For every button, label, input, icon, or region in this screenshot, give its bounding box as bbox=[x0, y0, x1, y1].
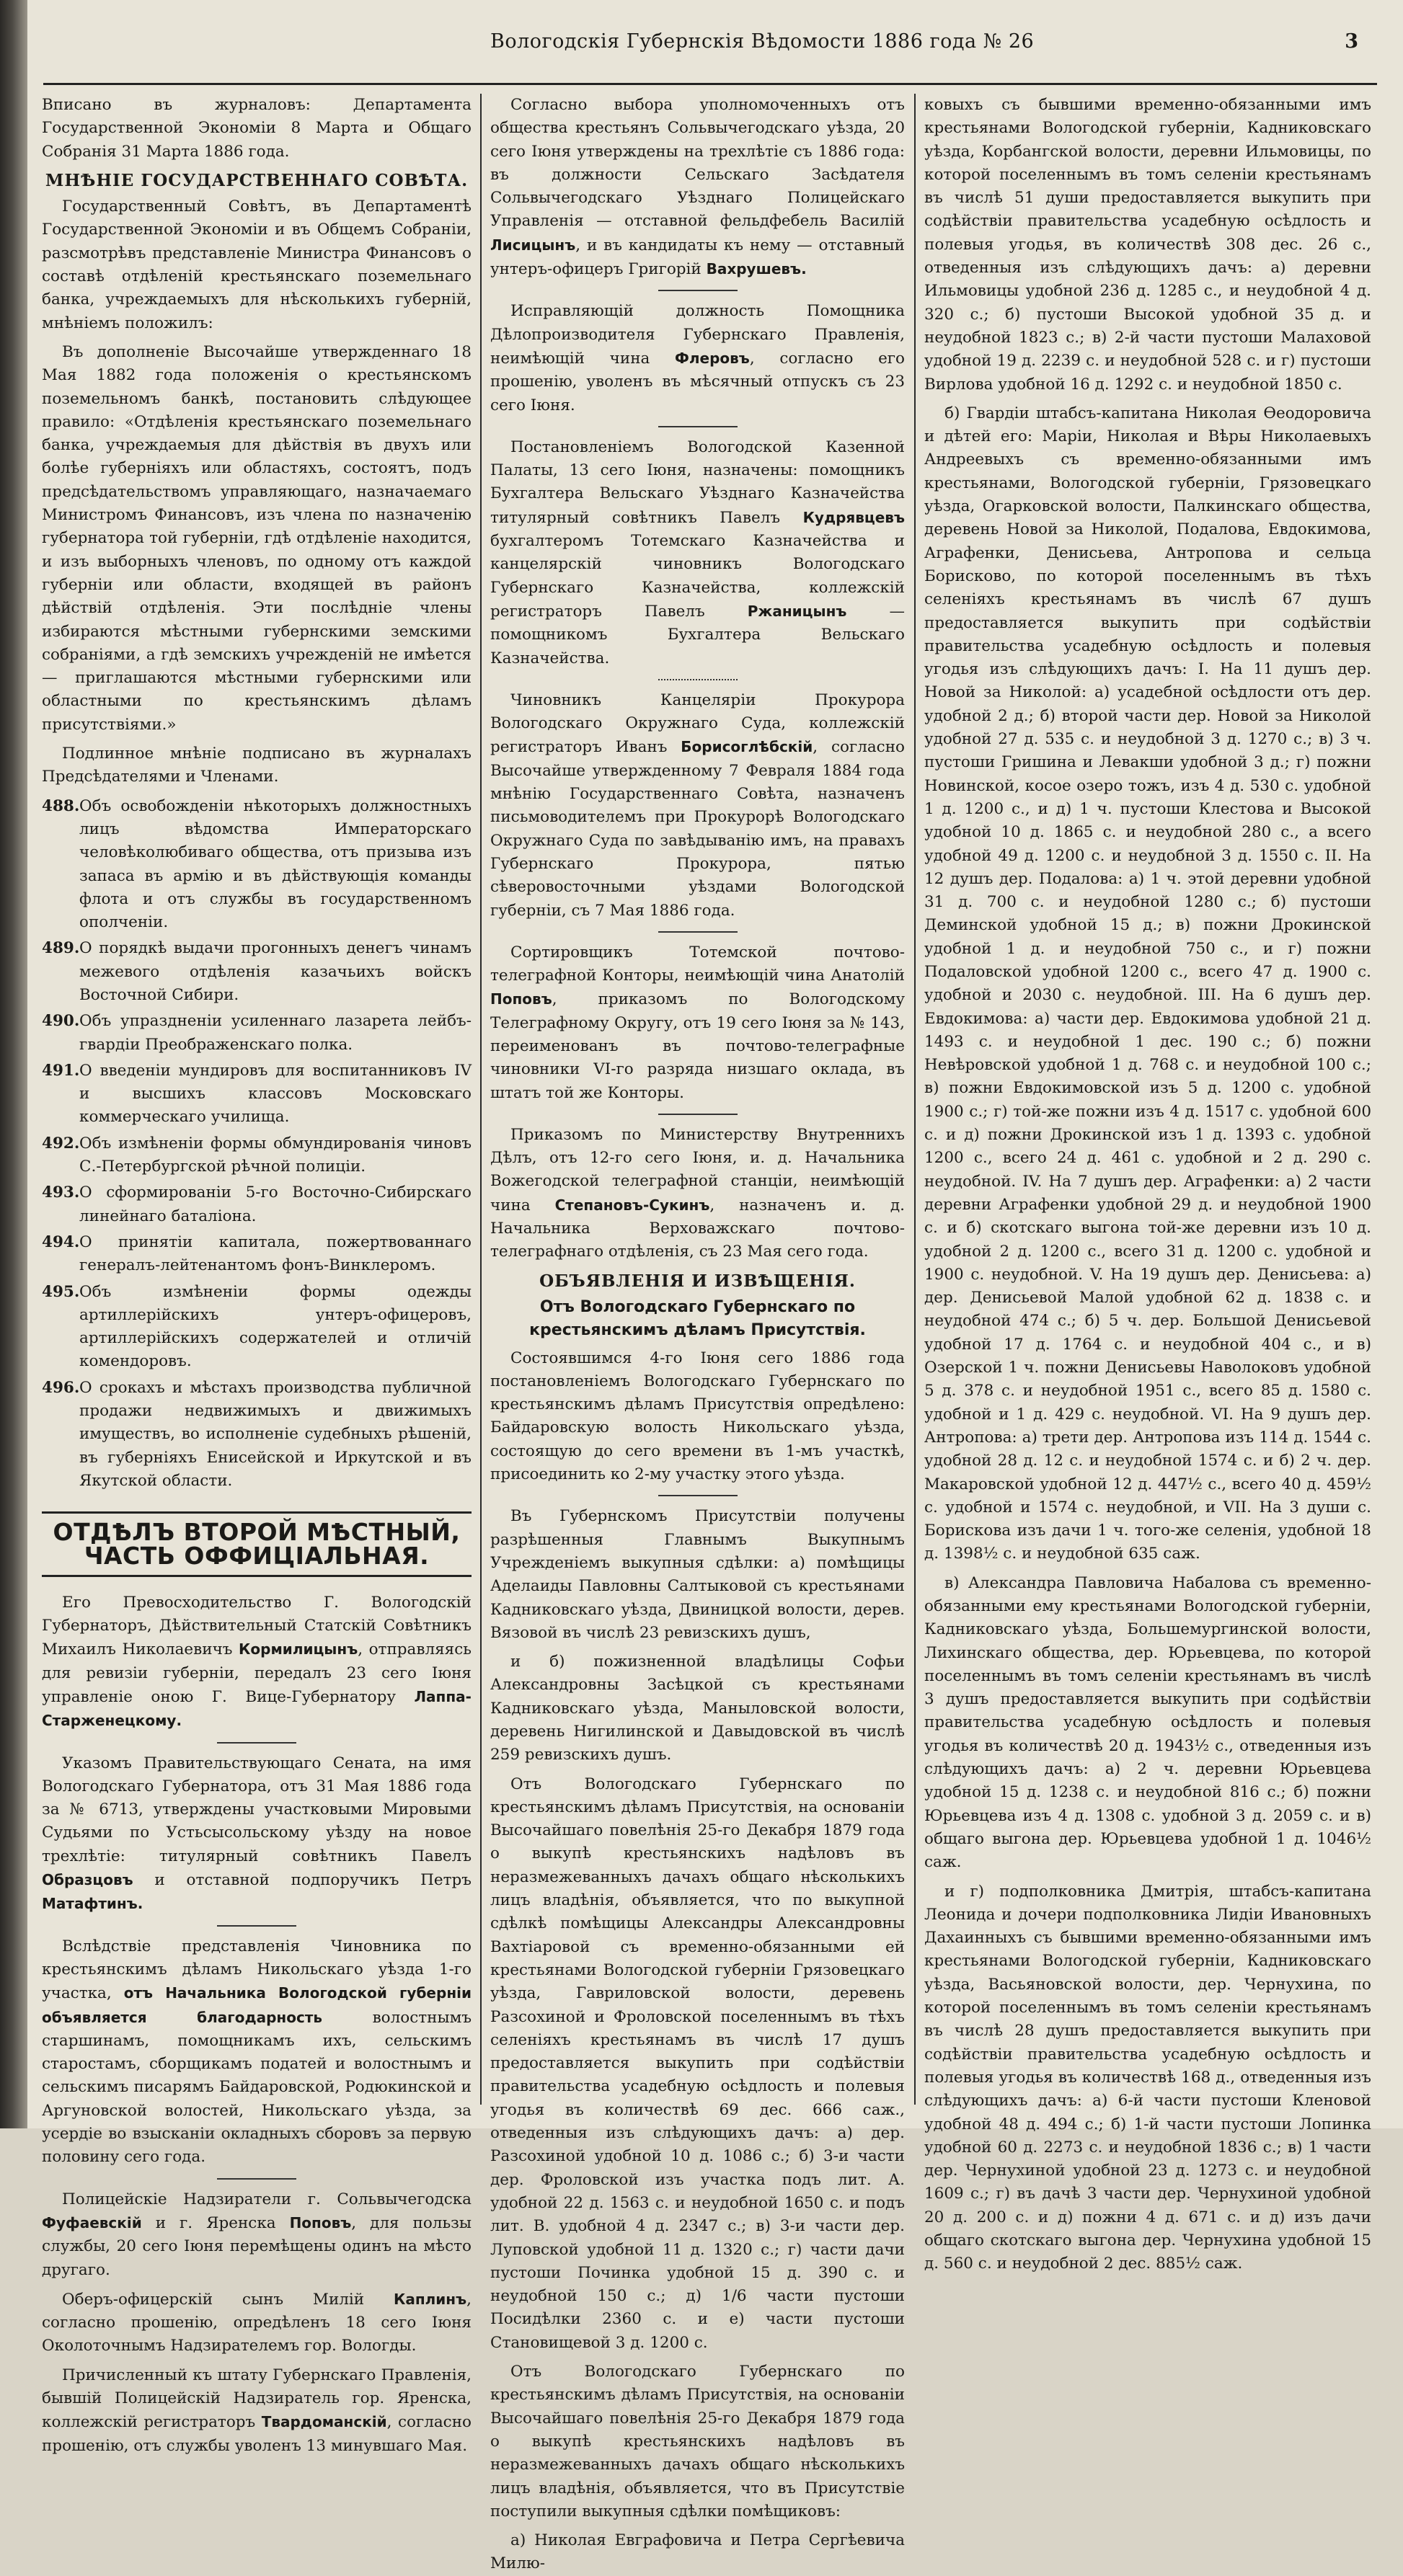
paragraph: Государственный Совѣтъ, въ Департаментѣ Государственной Экономіи и въ Общемъ Собраніи, разсмотрѣвъ представленіе Министра Финансовъ о составѣ отдѣленій крестьянскаго поземельнаго банка, учреждаемыхъ для нѣсколькихъ губерній, мнѣніемъ положилъ: bbox=[42, 197, 472, 332]
person-name: Образцовъ bbox=[42, 1871, 133, 1889]
paragraph: Въ дополненіе Высочайше утвержденнаго 18 Мая 1882 года положенія о крестьянскомъ поземельномъ банкѣ, постановить слѣдующее правило: «Отдѣленія крестьянскаго поземельнаго банка, учреждаемыя для дѣйствія въ двухъ или болѣе губерніяхъ или областяхъ, состоятъ, подъ предсѣдательствомъ управляющаго, назначаемаго Министромъ Финансовъ, изъ члена по назначенію губернатора той губерніи, гдѣ отдѣленіе находится, и изъ выборныхъ членовъ, по одному отъ каждой губерніи или области, входящей въ районъ дѣйствій отдѣленія. Эти послѣдніе члены избираются мѣстными губернскими земскими собраніями, а гдѣ земскихъ учрежденій не имѣется — приглашаются мѣстными губернскими или областными по крестьянскимъ дѣламъ присутствіями.» bbox=[42, 342, 472, 734]
column-left bbox=[42, 94, 472, 2455]
person-name: Ржаницынъ bbox=[747, 602, 847, 620]
item-number: 496. bbox=[42, 1378, 80, 1397]
paragraph: Въ Губернскомъ Присутствіи получены разрѣшенныя Главнымъ Выкупнымъ Учрежденіемъ выкупныя сдѣлки: а) помѣщицы Аделаиды Павловны Салтыковой съ крестьянами Кадниковскаго уѣзда, Двиницкой волости, дерев. Вязовой въ числѣ 23 ревизскихъ душъ, bbox=[490, 1507, 905, 1642]
masthead-title: Вологодскія Губернскія Вѣдомости 1886 года № 26 bbox=[490, 30, 1035, 53]
section-heading: МНѢНІЕ ГОСУДАРСТВЕННАГО СОВѢТА. bbox=[45, 170, 469, 190]
page-header bbox=[43, 30, 1381, 59]
separator-rule bbox=[658, 679, 738, 680]
separator-rule bbox=[217, 2178, 296, 2180]
person-name: Лаппа-Старженецкому. bbox=[42, 1688, 472, 1730]
person-name: Лисицынъ bbox=[490, 236, 576, 254]
text-run: Причисленный къ штату Губернскаго Правленія, бывшій Полицейскій Надзиратель гор. Яренска, коллежскій регистраторъ bbox=[42, 2366, 472, 2432]
separator-rule bbox=[658, 1114, 738, 1115]
separator-rule bbox=[658, 290, 738, 291]
text-run: Полицейскіе Надзиратели г. Сольвычегодска bbox=[62, 2190, 472, 2208]
text-run: Постановленіемъ Вологодской Казенной Палаты, 13 сего Іюня, назначены: помощникъ Бухгалтера Вельскаго Уѣзднаго Казначейства титулярный совѣтникъ Павелъ bbox=[490, 438, 905, 527]
item-number: 488. bbox=[42, 796, 80, 815]
text-run: и г. Яренска bbox=[155, 2213, 276, 2232]
text-run: бухгалтеромъ Тотемскаго Казначейства и канцелярскій чиновникъ Вологодскаго Губернскаго Казначейства, коллежскій регистраторъ Павелъ bbox=[490, 532, 905, 621]
page-number: 3 bbox=[1345, 30, 1358, 53]
text-run: Согласно выбора уполномоченныхъ отъ общества крестьянъ Сольвычегодскаго уѣзда, 20 сего Іюня утверждены на трехлѣтіе съ 1886 года: въ должности Сельскаго Засѣдателя Сольвычегодскаго Уѣзднаго Полицейскаго Управленія — отставной фельдфебель Василій bbox=[490, 96, 905, 231]
section-banner: ОТДѢЛЪ ВТОРОЙ МѢСТНЫЙ, ЧАСТЬ ОФФИЦІАЛЬНАЯ. bbox=[42, 1511, 472, 1577]
section-subheading: Отъ Вологодскаго Губернскаго по крестьянскимъ дѣламъ Присутствія. bbox=[529, 1297, 866, 1340]
column-middle bbox=[490, 94, 905, 2573]
separator-rule bbox=[658, 1495, 738, 1496]
text-run: , приказомъ по Вологодскому Телеграфному Округу, отъ 19 сего Іюня за № 143, переименованъ въ почтово-телеграфные чиновники VI-го разряда низшаго оклада, въ штатъ той же Конторы. bbox=[490, 990, 905, 1102]
person-name: Поповъ bbox=[490, 990, 552, 1008]
item-number: 495. bbox=[42, 1282, 80, 1301]
text-run: , назначенъ и. д. Начальника Верховажскаго почтово-телеграфнаго отдѣленія, съ 23 Мая сего года. bbox=[490, 1196, 905, 1261]
person-name: Кудрявцевъ bbox=[802, 508, 905, 526]
paragraph: в) Александра Павловича Набалова съ временно-обязанными ему крестьянами Вологодской губерніи, Кадниковскаго уѣзда, Большемургинской волости, Лихинскаго общества, дер. Юрьевцева, по которой поселеннымъ въ томъ селеніи крестьянамъ въ числѣ 3 душъ предоставляется выкупить при содѣйствіи правительства усадебную осѣдлость и полевыя угодья въ количествѣ 20 д. 1943½ с., отведенныя изъ слѣдующихъ дачъ: а) 2 ч. деревни Юрьевцева удобной 15 д. 1238 с. и неудобной 816 с.; б) пожни Юрьевцева изъ 4 д. 1308 с. удобной 3 д. 2059 с. и в) общаго выгона дер. Юрьевцева удобной 1 д. 1046½ саж. bbox=[924, 1573, 1371, 1872]
law-item bbox=[42, 1181, 472, 1228]
item-number: 490. bbox=[42, 1012, 80, 1031]
paragraph bbox=[42, 1935, 472, 2169]
text-run: волостнымъ старшинамъ, помощникамъ ихъ, сельскимъ старостамъ, сборщикамъ податей и волостнымъ и сельскимъ писарямъ Байдаровской, Родюкинской и Аргуновской волостей, Никольскаго уѣзда, за усердіе во взысканіи окладныхъ сборовъ за первую половину сего года. bbox=[42, 2008, 472, 2167]
paragraph: Отъ Вологодскаго Губернскаго по крестьянскимъ дѣламъ Присутствія, на основаніи Высочайшаго повелѣнія 25-го Декабря 1879 года о выкупѣ крестьянскихъ надѣловъ въ неразмежеванныхъ дачахъ общаго нѣсколькихъ лицъ владѣнія, объявляется, что по выкупной сдѣлкѣ помѣщицы Александры Александровны Вахтіаровой съ временно-обязанными ей крестьянами Вологодской губерніи Грязовецкаго уѣзда, Гавриловской волости, деревень Разсохиной и Фроловской поселеннымъ въ тѣхъ селеніяхъ крестьянамъ въ числѣ 17 душъ предоставляется выкупить при содѣйствіи правительства усадебную осѣдлость и полевыя угодья въ количествѣ 69 дес. 666 саж., отведенныя изъ слѣдующихъ дачъ: а) дер. Разсохиной удобной 10 д. 1086 с.; б) 3-и части дер. Фроловской изъ участка подъ лит. А. удобной 22 д. 1563 с. и неудобной 1650 с. и подъ лит. В. удобной 4 д. 2347 с.; в) 3-и части дер. Луповской удобной 11 д. 1320 с.; г) части дачи пустоши Починка удобной 15 д. 390 с. и неудобной 150 с.; д) 1/6 части пустоши Посидѣлки 2360 с. и е) части пустоши Становищевой 3 д. 1200 с. bbox=[490, 1775, 905, 2352]
paragraph: и б) пожизненной владѣлицы Софьи Александровны Засѣцкой съ крестьянами Кадниковскаго уѣзда, Маныловской волости, деревень Нигилинской и Давыдовской въ числѣ 259 ревизскихъ душъ. bbox=[490, 1653, 905, 1764]
paragraph bbox=[490, 689, 905, 923]
emphasis-text: отъ Начальника Вологодской губерніи объявляется благодарность bbox=[42, 1984, 472, 2026]
person-name: Вахрушевъ. bbox=[706, 260, 807, 278]
law-item bbox=[42, 1060, 472, 1129]
adjacent-page-edge bbox=[0, 0, 27, 2128]
item-text: О сформированіи 5-го Восточно-Сибирскаго линейнаго баталіона. bbox=[79, 1183, 472, 1225]
column-divider bbox=[480, 94, 482, 2105]
separator-rule bbox=[217, 1925, 296, 1927]
item-number: 491. bbox=[42, 1061, 80, 1080]
text-run: Его Превосходительство Г. Вологодскій Губернаторъ, Дѣйствительный Статскій Совѣтникъ Михаилъ Николаевичъ bbox=[42, 1593, 472, 1659]
law-item bbox=[42, 795, 472, 935]
text-run: , отправляясь для ревизіи губерніи, передалъ 23 сего Іюня управленіе оною Г. Вице-Губернатору bbox=[42, 1640, 472, 1706]
item-number: 493. bbox=[42, 1183, 80, 1202]
person-name: Матафтинъ. bbox=[42, 1895, 143, 1913]
law-item bbox=[42, 1377, 472, 1493]
text-run: , согласно прошенію, опредѣленъ 18 сего Іюня Околоточнымъ Надзирателемъ гор. Вологды. bbox=[42, 2290, 472, 2355]
paragraph: ковыхъ съ бывшими временно-обязанными имъ крестьянами Вологодской губерніи, Кадниковскаго уѣзда, Корбангской волости, деревни Ильмовицы, по которой поселеннымъ въ томъ селеніи крестьянамъ въ числѣ 51 души предоставляется выкупить при содѣйствіи правительства усадебную осѣдлость и полевыя угодья, въ количествѣ 308 дес. 26 с., отведенныя изъ слѣдующихъ дачъ: а) деревни Ильмовицы удобной 236 д. 1285 с., и неудобной 4 д. 320 с.; б) пустоши Высокой удобной 35 д. и неудобной 1823 с.; в) 2-й части пустоши Малаховой удобной 19 д. 2239 с. и неудобной 528 с. и г) пустоши Вирлова удобной 16 д. 1292 с. и неудобной 1850 с. bbox=[924, 96, 1371, 394]
item-number: 489. bbox=[42, 939, 80, 958]
law-item bbox=[42, 937, 472, 1007]
text-run: — помощникомъ Бухгалтера Вельскаго Казначейства. bbox=[490, 602, 905, 667]
item-text: О порядкѣ выдачи прогонныхъ денегъ чинамъ межевого отдѣленія казачьихъ войскъ Восточной Сибири. bbox=[79, 939, 472, 1004]
text-run: , согласно прошенію, отъ службы уволенъ 13 минувшаго Мая. bbox=[42, 2413, 472, 2455]
law-item bbox=[42, 1231, 472, 1278]
item-text: Объ измѣненіи формы обмундированія чиновъ С.-Петербургской рѣчной полиціи. bbox=[79, 1134, 472, 1176]
paragraph: и г) подполковника Дмитрія, штабсъ-капитана Леонида и дочери подполковника Лидіи Ивановныхъ Дахаинныхъ съ бывшими временно-обязанными имъ крестьянами Вологодской губерніи, Кадниковскаго уѣзда, Васьяновской волости, дер. Чернухина, по которой поселеннымъ въ томъ селеніи крестьянамъ въ числѣ 28 душъ предоставляется выкупить при содѣйствіи правительства усадебную осѣдлость и полевыя угодья въ количествѣ 168 д., отведенныя изъ слѣдующихъ дачъ: а) 6-й части пустоши Кленовой удобной 48 д. 494 с.; б) 1-й части пустоши Лопинка удобной 60 д. 2273 с. и неудобной 1836 с.; в) 1 части дер. Чернухиной удобной 23 д. 1273 с. и неудобной 1609 с.; г) въ дачѣ 3 части дер. Чернухиной удобной 20 д. 200 с. и д) пожни 4 д. 671 с. и д) изъ дачи общаго скотскаго выгона дер. Чернухина удобной 15 д. 560 с. и неудобной 2 дес. 885½ саж. bbox=[924, 1882, 1371, 2273]
person-name: Степановъ-Сукинъ bbox=[554, 1196, 710, 1214]
text-run: и отставной подпоручикъ Петръ bbox=[154, 1871, 472, 1890]
header-rule bbox=[43, 83, 1377, 85]
column-right bbox=[924, 94, 1371, 2273]
person-name: Флеровъ bbox=[675, 349, 750, 367]
person-name: Фуфаевскій bbox=[42, 2213, 142, 2231]
paragraph: б) Гвардіи штабсъ-капитана Николая Ѳеодоровича и дѣтей его: Маріи, Николая и Вѣры Николаевыхъ Андреевыхъ съ временно-обязанными имъ крестьянами, Вологодской губерніи, Грязовецкаго уѣзда, Огарковской волости, Палкинскаго общества, деревень Новой за Николой, Подалова, Евдокимова, Аграфенки, Денисьева, Антропова и сельца Борисково, по которой поселеннымъ въ тѣхъ селеніяхъ крестьянамъ въ числѣ 67 душъ предоставляется выкупить при содѣйствіи правительства усадебную осѣдлость и полевыя угодья изъ слѣдующихъ дачъ: I. На 11 душъ дер. Новой за Николой: а) усадебной осѣдлости отъ дер. удобной 2 д.; б) второй части дер. Новой за Николой удобной 27 д. 535 с. и неудобной 3 д. 1270 с.; в) 3 ч. пустоши Гришина и Левакши удобной 3 д.; г) пожни Новинской, косое озеро тожъ, изъ 4 д. 530 с. удобной 1 д. 1200 с., и д) 1 ч. пустоши Клестова и Высокой удобной 10 д. 1865 с. и неудобной 280 с., а всего удобной 49 д. 1200 с. и неудобной 3 д. 1550 с. II. На 12 душъ дер. Подалова: а) 1 ч. этой деревни удобной 31 д. 700 с. и неудобной 1280 с.; б) пустоши Деминской удобной 15 д.; в) пожни Дрокинской удобной 1 д. и неудобной 750 с., и г) пожни Подаловской удобной 1200 с., всего 47 д. 1900 с. удобной и 2030 с. неудобной. III. На 6 душъ дер. Евдокимова: а) части дер. Евдокимова удобной 21 д. 1493 с. и неудобной 1 дес. 190 с.; б) пожни Невѣровской удобной 1 д. 768 с. и неудобной 100 с.; в) пожни Евдокимовской изъ 5 д. 1200 с. удобной 1900 с.; г) той-же пожни изъ 4 д. 1517 с. удобной 600 с. и д) пожни Дрокинской изъ 1 д. 1393 с. удобной 1200 с., всего 24 д. 461 с. удобной и 2 д. 290 с. неудобной. IV. На 7 душъ дер. Аграфенки: а) 2 части деревни Аграфенки удобной 29 д. и неудобной 1900 с. и б) скотскаго выгона той-же деревни изъ 10 д. удобной 2 д. 1200 с., всего 31 д. 1200 с. удобной и 1900 с. неудобной. V. На 19 душъ дер. Денисьева: а) дер. Денисьевой Малой удобной 62 д. 1838 с. и неудобной 474 с.; б) 5 ч. дер. Большой Денисьевой удобной 17 д. 1764 с. и неудобной 404 с., и в) Озерской 1 ч. пожни Денисьевы Наволоковъ удобной 5 д. 378 с. и неудобной 1951 с., всего 85 д. 1580 с. удобной и 1 д. 429 с. неудобной. VI. На 9 душъ дер. Антропова: а) трети дер. Антропова изъ 114 д. 1544 с. удобной 28 д. 12 с. и неудобной 1574 с. и б) 2 ч. дер. Макаровской удобной 12 д. 447½ с., всего 40 д. 459½ с. удобной и 1574 с. неудобной, и VII. На 3 души с. Борискова изъ дачи 1 ч. того-же селенія, удобной 18 д. 1398½ с. и неудобной 635 саж. bbox=[924, 404, 1371, 1563]
text-run: Исправляющій должность Помощника Дѣлопроизводителя Губернскаго Правленія, неимѣющій чина bbox=[490, 302, 905, 368]
paragraph: Подлинное мнѣніе подписано въ журналахъ Предсѣдателями и Членами. bbox=[42, 745, 472, 786]
text-run: Приказомъ по Министерству Внутреннихъ Дѣлъ, отъ 12-го сего Іюня, и. д. Начальника Вожегодской телеграфной станціи, неимѣющій чина bbox=[490, 1125, 905, 1214]
text-run: , согласно его прошенію, уволенъ въ мѣсячный отпускъ съ 23 сего Іюня. bbox=[490, 349, 905, 414]
text-run: , для пользы службы, 20 сего Іюня перемѣщены одинъ на мѣсто другаго. bbox=[42, 2213, 472, 2279]
paragraph bbox=[42, 2288, 472, 2358]
person-name: Поповъ bbox=[289, 2213, 352, 2231]
separator-rule bbox=[217, 1742, 296, 1744]
law-item bbox=[42, 1281, 472, 1374]
text-run: Оберъ-офицерскій сынъ Милій bbox=[62, 2290, 365, 2309]
person-name: Борисоглѣбскій bbox=[681, 738, 813, 756]
item-number: 492. bbox=[42, 1134, 80, 1152]
paragraph bbox=[42, 2188, 472, 2282]
item-text: Объ измѣненіи формы одежды артиллерійскихъ унтеръ-офицеровъ, артиллерійскихъ содержателей и отличій комендоровъ. bbox=[79, 1282, 472, 1371]
paragraph bbox=[490, 941, 905, 1105]
column-divider bbox=[914, 94, 916, 2105]
paragraph bbox=[42, 2364, 472, 2458]
item-text: Объ упраздненіи усиленнаго лазарета лейбъ-гвардіи Преображенскаго полка. bbox=[79, 1012, 472, 1054]
text-run: , согласно Высочайше утвержденному 7 Февраля 1884 года мнѣнію Государственнаго Совѣта, назначенъ письмоводителемъ при Прокурорѣ Вологодскаго Окружнаго Суда по завѣдыванію имъ, на правахъ Губернскаго Прокурора, пятью сѣверовосточными уѣздами Вологодской губерніи, съ 7 Мая 1886 года. bbox=[490, 738, 905, 920]
text-run: Вслѣдствіе представленія Чиновника по крестьянскимъ дѣламъ Никольскаго уѣзда 1-го участка, bbox=[42, 1937, 472, 2003]
text-run: Указомъ Правительствующаго Сената, на имя Вологодскаго Губернатора, отъ 31 Мая 1886 года за № 6713, утверждены участковыми Мировыми Судьями по Устьсысольскому уѣзду на новое трехлѣтіе: титулярный совѣтникъ Павелъ bbox=[42, 1754, 472, 1865]
text-run: Сортировщикъ Тотемской почтово-телеграфной Конторы, неимѣющій чина Анатолій bbox=[490, 943, 905, 985]
item-text: О принятіи капитала, пожертвованнаго генералъ-лейтенантомъ фонъ-Винклеромъ. bbox=[79, 1233, 472, 1275]
item-number: 494. bbox=[42, 1233, 80, 1251]
paragraph bbox=[42, 1752, 472, 1917]
text-run: Чиновникъ Канцеляріи Прокурора Вологодскаго Окружнаго Суда, коллежскій регистраторъ Иванъ bbox=[490, 690, 905, 757]
person-name: Каплинъ bbox=[393, 2290, 467, 2308]
person-name: Твардоманскій bbox=[261, 2413, 387, 2431]
separator-rule bbox=[658, 426, 738, 427]
item-text: О введеніи мундировъ для воспитанниковъ IV и высшихъ классовъ Московскаго коммерческаго училища. bbox=[79, 1061, 472, 1127]
law-item bbox=[42, 1010, 472, 1057]
paragraph: Состоявшимся 4-го Іюня сего 1886 года постановленіемъ Вологодскаго Губернскаго по крестьянскимъ дѣламъ Присутствія опредѣлено: Байдаровскую волость Никольскаго уѣзда, состоящую до сего времени въ 1-мъ участкѣ, присоединить ко 2-му участку этого уѣзда. bbox=[490, 1349, 905, 1484]
paragraph: Вписано въ журналовъ: Департамента Государственной Экономіи 8 Марта и Общаго Собранія 31 Марта 1886 года. bbox=[42, 96, 472, 161]
separator-rule bbox=[658, 931, 738, 933]
paragraph bbox=[490, 1124, 905, 1264]
law-item bbox=[42, 1132, 472, 1179]
person-name: Кормилицынъ bbox=[239, 1640, 358, 1658]
section-heading: ОБЪЯВЛЕНІЯ И ИЗВѢЩЕНІЯ. bbox=[539, 1271, 856, 1291]
paragraph bbox=[490, 436, 905, 670]
item-text: Объ освобожденіи нѣкоторыхъ должностныхъ лицъ вѣдомства Императорскаго человѣколюбиваго общества, отъ призыва изъ запаса въ армію и въ дѣйствующія команды флота и отъ службы въ государственномъ ополченіи. bbox=[79, 796, 472, 932]
text-run: , и въ кандидаты къ нему — отставный унтеръ-офицеръ Григорій bbox=[490, 236, 905, 279]
item-text: О срокахъ и мѣстахъ производства публичной продажи недвижимыхъ и движимыхъ имуществъ, во исполненіе судебныхъ рѣшеній, въ губерніяхъ Енисейской и Иркутской и въ Якутской области. bbox=[79, 1378, 472, 1490]
paragraph: а) Николая Евграфовича и Петра Сергѣевича Милю- bbox=[490, 2531, 905, 2573]
paragraph bbox=[490, 300, 905, 417]
paragraph bbox=[42, 1591, 472, 1733]
paragraph: Отъ Вологодскаго Губернскаго по крестьянскимъ дѣламъ Присутствія, на основаніи Высочайшаго повелѣнія 25-го Декабря 1879 года о выкупѣ крестьянскихъ надѣловъ въ неразмежеванныхъ дачахъ общаго нѣсколькихъ лицъ владѣнія, объявляется, что въ Присутствіе поступили выкупныя сдѣлки помѣщиковъ: bbox=[490, 2363, 905, 2521]
paragraph bbox=[490, 94, 905, 281]
